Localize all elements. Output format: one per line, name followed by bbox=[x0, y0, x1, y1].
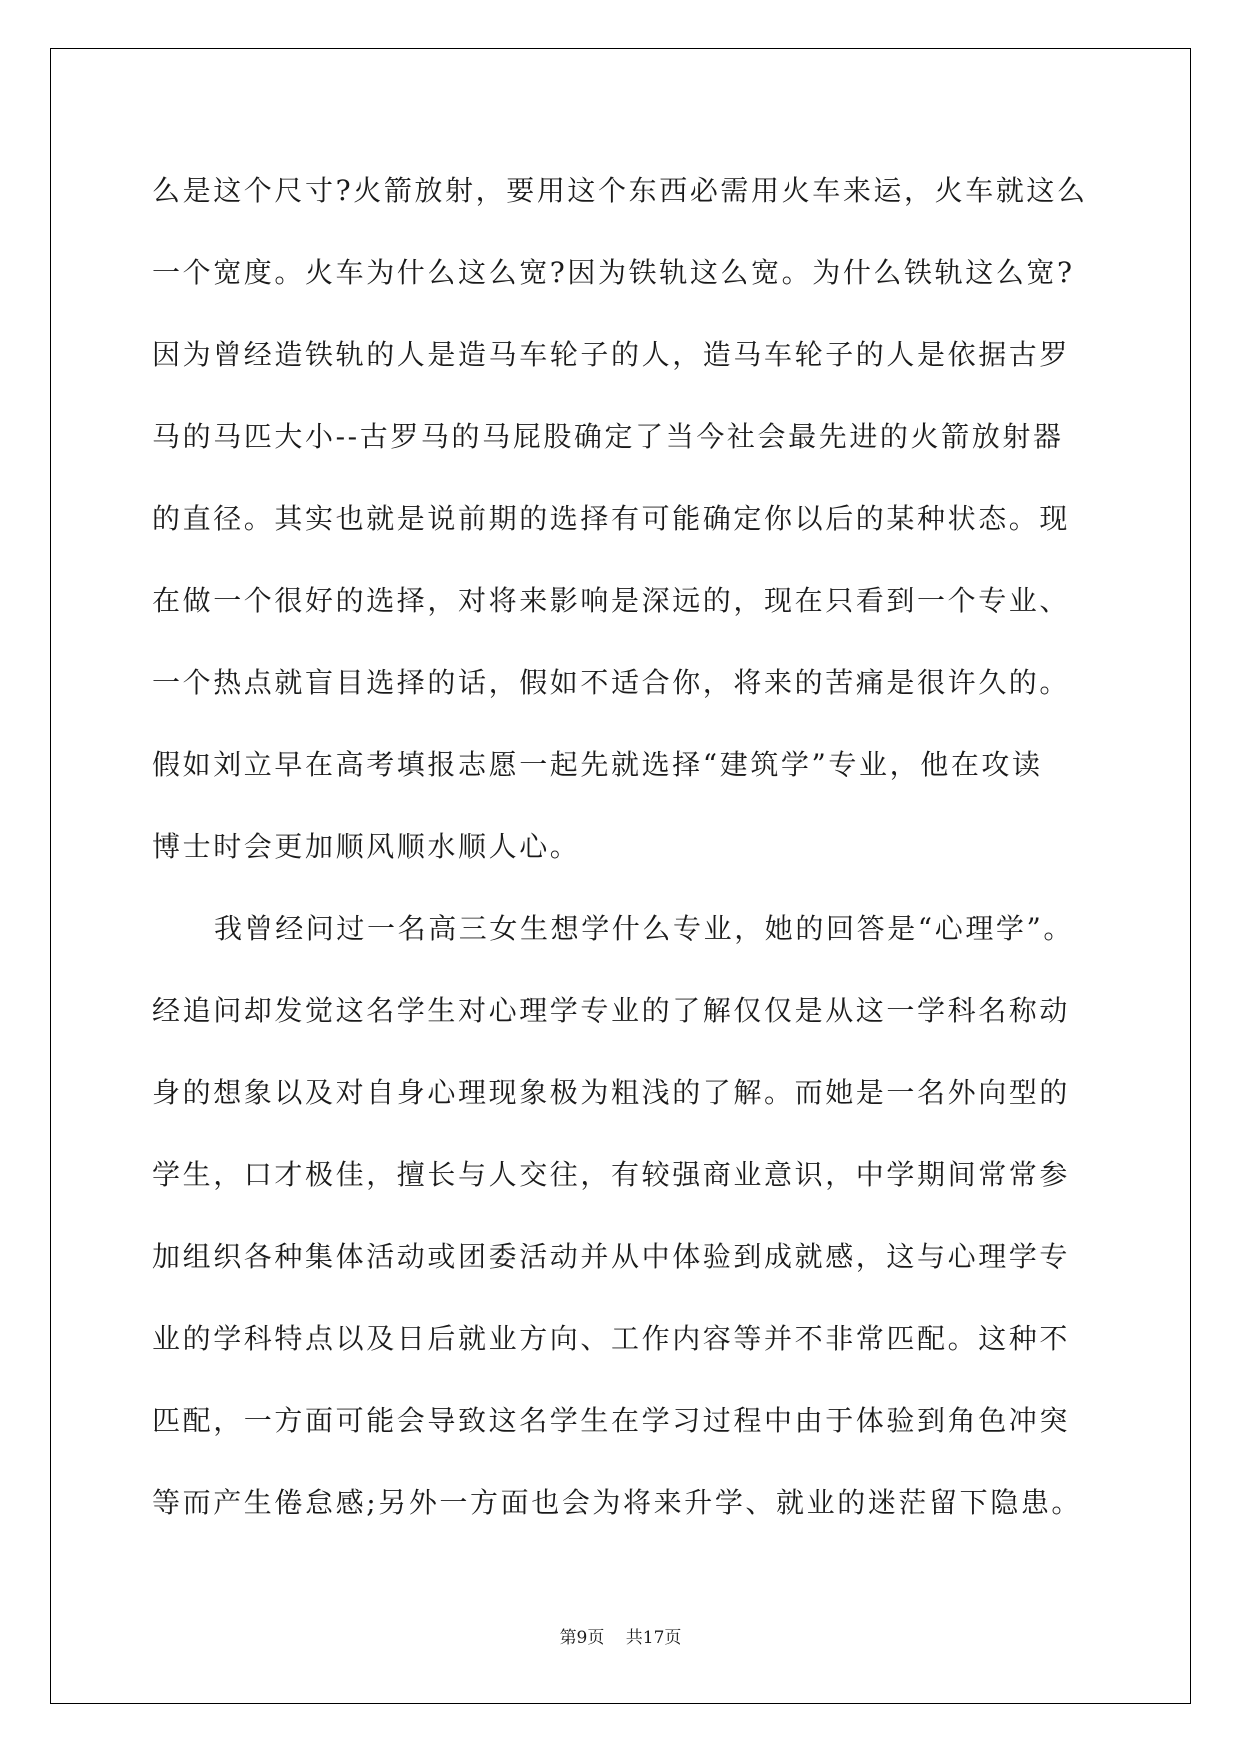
paragraph-start-line: 我曾经问过一名高三女生想学什么专业，她的回答是“心理学”。 bbox=[214, 912, 1075, 945]
text-line: 身的想象以及对自身心理现象极为粗浅的了解。而她是一名外向型的 bbox=[152, 1076, 1071, 1109]
text-line: 学生，口才极佳，擅长与人交往，有较强商业意识，中学期间常常参 bbox=[152, 1158, 1071, 1191]
text-line: 的直径。其实也就是说前期的选择有可能确定你以后的某种状态。现 bbox=[152, 502, 1071, 535]
page-footer bbox=[0, 1623, 1241, 1648]
text-line: 在做一个很好的选择，对将来影响是深远的，现在只看到一个专业、 bbox=[152, 584, 1071, 617]
text-line: 匹配，一方面可能会导致这名学生在学习过程中由于体验到角色冲突 bbox=[152, 1404, 1071, 1437]
text-line: 假如刘立早在高考填报志愿一起先就选择“建筑学”专业，他在攻读 bbox=[152, 748, 1043, 781]
text-line: 一个宽度。火车为什么这么宽?因为铁轨这么宽。为什么铁轨这么宽? bbox=[152, 256, 1075, 289]
text-line: 经追问却发觉这名学生对心理学专业的了解仅仅是从这一学科名称动 bbox=[152, 994, 1071, 1027]
text-line: 博士时会更加顺风顺水顺人心。 bbox=[152, 830, 581, 863]
text-line: 马的马匹大小--古罗马的马屁股确定了当今社会最先进的火箭放射器 bbox=[152, 420, 1064, 453]
text-line: 加组织各种集体活动或团委活动并从中体验到成就感，这与心理学专 bbox=[152, 1240, 1071, 1273]
text-line: 一个热点就盲目选择的话，假如不适合你，将来的苦痛是很许久的。 bbox=[152, 666, 1071, 699]
text-line: 业的学科特点以及日后就业方向、工作内容等并不非常匹配。这种不 bbox=[152, 1322, 1071, 1355]
page-number: 第9页 bbox=[559, 1628, 605, 1648]
text-line: 么是这个尺寸?火箭放射，要用这个东西必需用火车来运，火车就这么 bbox=[152, 174, 1088, 207]
text-line: 等而产生倦怠感;另外一方面也会为将来升学、就业的迷茫留下隐患。 bbox=[152, 1486, 1083, 1519]
text-line: 因为曾经造铁轨的人是造马车轮子的人，造马车轮子的人是依据古罗 bbox=[152, 338, 1071, 371]
page-total: 共17页 bbox=[625, 1628, 682, 1648]
document-body bbox=[152, 163, 1090, 1557]
